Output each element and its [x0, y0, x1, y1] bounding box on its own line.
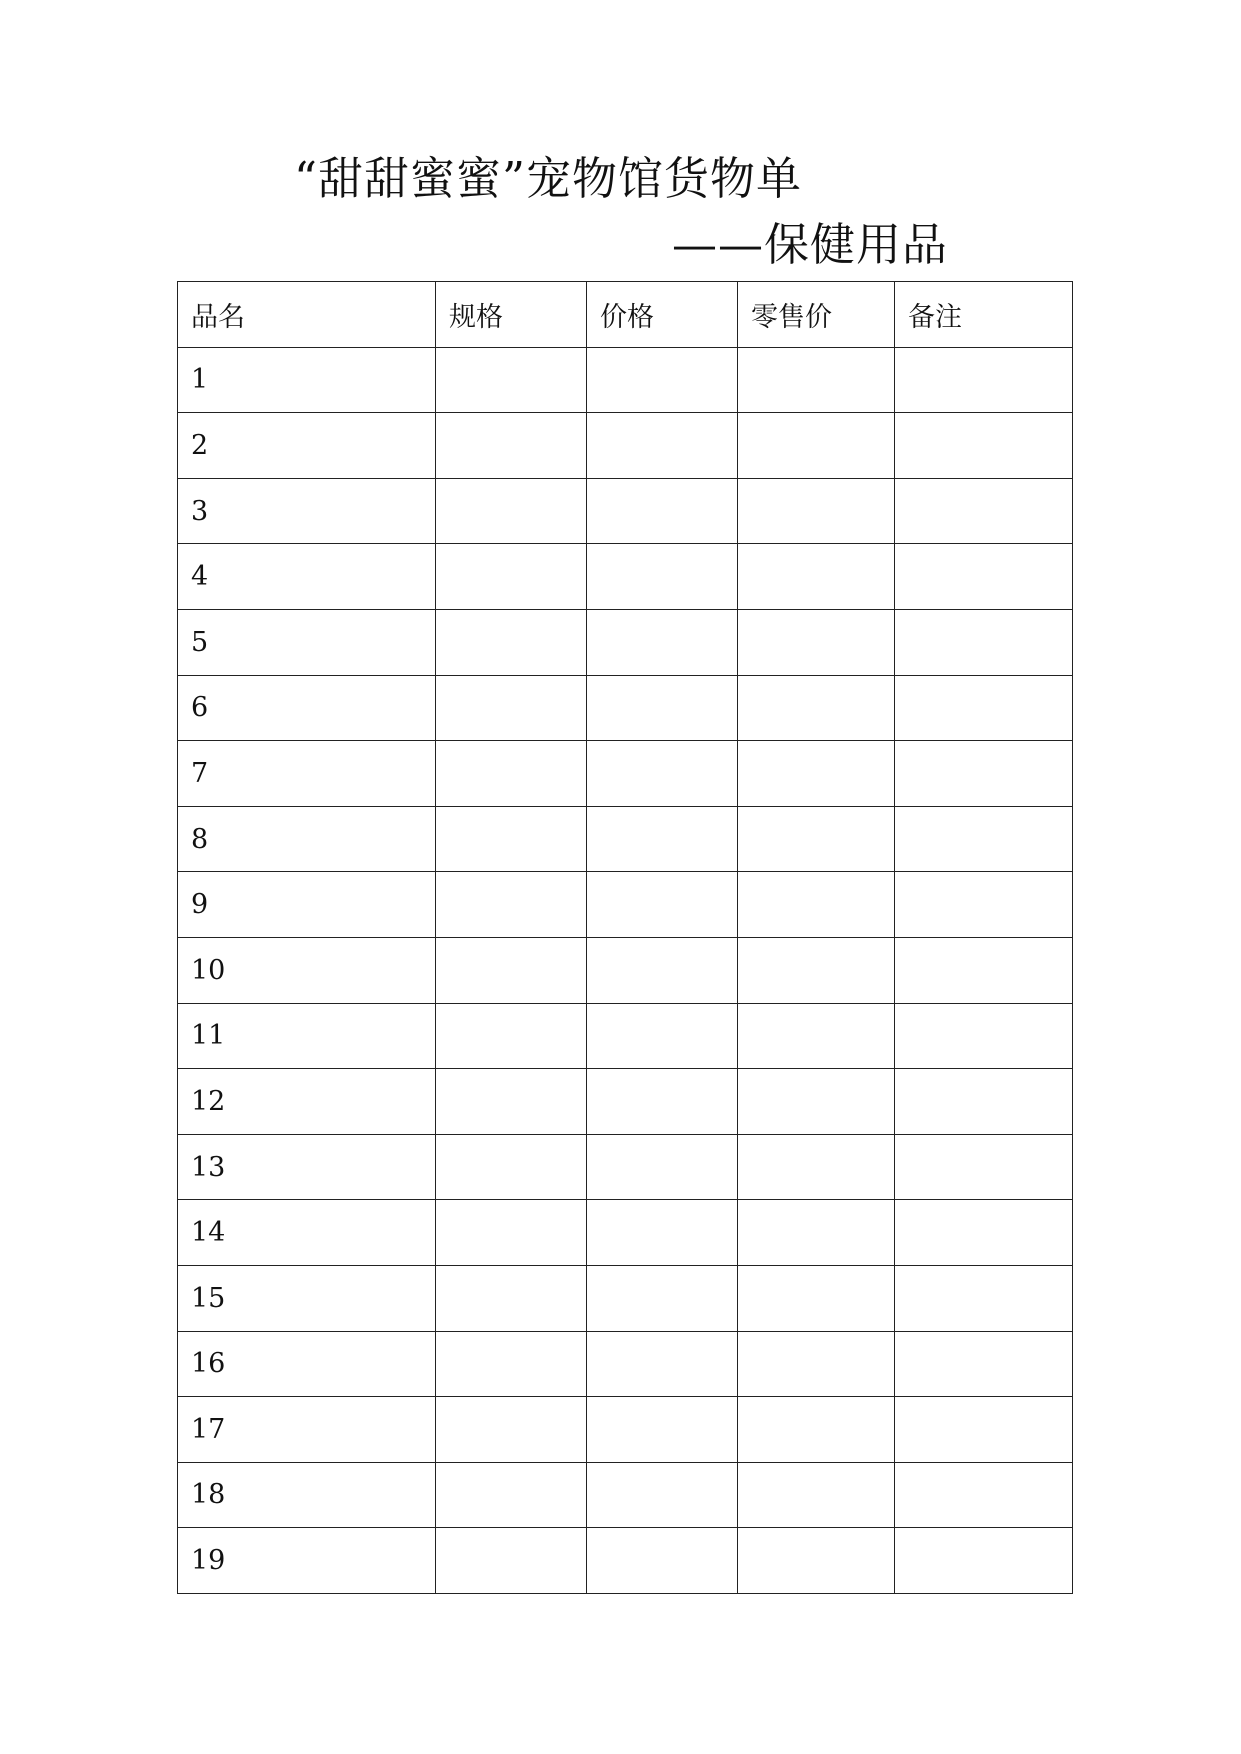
retail-price-cell[interactable]	[738, 1397, 895, 1463]
table-row	[178, 806, 1073, 872]
remarks-cell[interactable]	[895, 413, 1073, 479]
retail-price-cell[interactable]	[738, 1200, 895, 1266]
header-remarks: 备注	[895, 282, 1073, 348]
table-row	[178, 609, 1073, 675]
header-price: 价格	[587, 282, 738, 348]
retail-price-cell[interactable]	[738, 806, 895, 872]
row-number-cell: 6	[178, 675, 436, 741]
row-number-cell: 15	[178, 1265, 436, 1331]
price-cell[interactable]	[587, 872, 738, 938]
table-header-row	[178, 282, 1073, 348]
retail-price-cell[interactable]	[738, 1069, 895, 1135]
table-row	[178, 937, 1073, 1003]
row-number-cell: 14	[178, 1200, 436, 1266]
table-row	[178, 872, 1073, 938]
row-number-cell: 12	[178, 1069, 436, 1135]
spec-cell[interactable]	[436, 1528, 587, 1594]
retail-price-cell[interactable]	[738, 872, 895, 938]
row-number-cell: 5	[178, 609, 436, 675]
remarks-cell[interactable]	[895, 347, 1073, 413]
retail-price-cell[interactable]	[738, 675, 895, 741]
row-number-cell: 13	[178, 1134, 436, 1200]
retail-price-cell[interactable]	[738, 1462, 895, 1528]
price-cell[interactable]	[587, 806, 738, 872]
header-product-name: 品名	[178, 282, 436, 348]
table-row	[178, 347, 1073, 413]
row-number-cell: 1	[178, 347, 436, 413]
remarks-cell[interactable]	[895, 675, 1073, 741]
row-number-cell: 9	[178, 872, 436, 938]
price-cell[interactable]	[587, 1134, 738, 1200]
remarks-cell[interactable]	[895, 1200, 1073, 1266]
table-row	[178, 544, 1073, 610]
price-cell[interactable]	[587, 1003, 738, 1069]
remarks-cell[interactable]	[895, 1003, 1073, 1069]
table-row	[178, 1069, 1073, 1135]
price-cell[interactable]	[587, 937, 738, 1003]
spec-cell[interactable]	[436, 1265, 587, 1331]
table-row	[178, 1134, 1073, 1200]
retail-price-cell[interactable]	[738, 1265, 895, 1331]
spec-cell[interactable]	[436, 872, 587, 938]
table-row	[178, 1397, 1073, 1463]
table-row	[178, 478, 1073, 544]
table-row	[178, 1462, 1073, 1528]
row-number-cell: 8	[178, 806, 436, 872]
remarks-cell[interactable]	[895, 478, 1073, 544]
retail-price-cell[interactable]	[738, 1528, 895, 1594]
spec-cell[interactable]	[436, 413, 587, 479]
retail-price-cell[interactable]	[738, 544, 895, 610]
table-row	[178, 741, 1073, 807]
document-title: “甜甜蜜蜜”宠物馆货物单	[294, 152, 803, 205]
price-cell[interactable]	[587, 544, 738, 610]
remarks-cell[interactable]	[895, 1462, 1073, 1528]
remarks-cell[interactable]	[895, 544, 1073, 610]
price-cell[interactable]	[587, 675, 738, 741]
price-cell[interactable]	[587, 413, 738, 479]
price-cell[interactable]	[587, 1397, 738, 1463]
retail-price-cell[interactable]	[738, 478, 895, 544]
retail-price-cell[interactable]	[738, 1331, 895, 1397]
remarks-cell[interactable]	[895, 741, 1073, 807]
remarks-cell[interactable]	[895, 1069, 1073, 1135]
price-cell[interactable]	[587, 1462, 738, 1528]
spec-cell[interactable]	[436, 1134, 587, 1200]
spec-cell[interactable]	[436, 1200, 587, 1266]
price-cell[interactable]	[587, 1069, 738, 1135]
remarks-cell[interactable]	[895, 1265, 1073, 1331]
retail-price-cell[interactable]	[738, 609, 895, 675]
remarks-cell[interactable]	[895, 1397, 1073, 1463]
retail-price-cell[interactable]	[738, 1134, 895, 1200]
row-number-cell: 10	[178, 937, 436, 1003]
spec-cell[interactable]	[436, 741, 587, 807]
spec-cell[interactable]	[436, 1331, 587, 1397]
remarks-cell[interactable]	[895, 1331, 1073, 1397]
table-row	[178, 1528, 1073, 1594]
retail-price-cell[interactable]	[738, 937, 895, 1003]
table-row	[178, 1003, 1073, 1069]
row-number-cell: 18	[178, 1462, 436, 1528]
row-number-cell: 4	[178, 544, 436, 610]
price-cell[interactable]	[587, 1200, 738, 1266]
retail-price-cell[interactable]	[738, 413, 895, 479]
spec-cell[interactable]	[436, 1462, 587, 1528]
spec-cell[interactable]	[436, 544, 587, 610]
price-cell[interactable]	[587, 347, 738, 413]
header-spec: 规格	[436, 282, 587, 348]
spec-cell[interactable]	[436, 609, 587, 675]
retail-price-cell[interactable]	[738, 347, 895, 413]
price-cell[interactable]	[587, 478, 738, 544]
row-number-cell: 2	[178, 413, 436, 479]
retail-price-cell[interactable]	[738, 741, 895, 807]
price-cell[interactable]	[587, 1265, 738, 1331]
remarks-cell[interactable]	[895, 609, 1073, 675]
table-row	[178, 1265, 1073, 1331]
spec-cell[interactable]	[436, 937, 587, 1003]
row-number-cell: 3	[178, 478, 436, 544]
remarks-cell[interactable]	[895, 1134, 1073, 1200]
spec-cell[interactable]	[436, 347, 587, 413]
remarks-cell[interactable]	[895, 1528, 1073, 1594]
table-row	[178, 1200, 1073, 1266]
row-number-cell: 19	[178, 1528, 436, 1594]
price-cell[interactable]	[587, 741, 738, 807]
retail-price-cell[interactable]	[738, 1003, 895, 1069]
row-number-cell: 11	[178, 1003, 436, 1069]
header-retail-price: 零售价	[738, 282, 895, 348]
table-row	[178, 1331, 1073, 1397]
price-cell[interactable]	[587, 1528, 738, 1594]
price-cell[interactable]	[587, 1331, 738, 1397]
row-number-cell: 17	[178, 1397, 436, 1463]
spec-cell[interactable]	[436, 806, 587, 872]
price-cell[interactable]	[587, 609, 738, 675]
spec-cell[interactable]	[436, 478, 587, 544]
remarks-cell[interactable]	[895, 806, 1073, 872]
spec-cell[interactable]	[436, 1003, 587, 1069]
remarks-cell[interactable]	[895, 872, 1073, 938]
remarks-cell[interactable]	[895, 937, 1073, 1003]
spec-cell[interactable]	[436, 675, 587, 741]
goods-table	[177, 281, 1073, 1594]
table-row	[178, 675, 1073, 741]
row-number-cell: 16	[178, 1331, 436, 1397]
document-subtitle: ——保健用品	[672, 218, 949, 271]
spec-cell[interactable]	[436, 1397, 587, 1463]
table-row	[178, 413, 1073, 479]
spec-cell[interactable]	[436, 1069, 587, 1135]
row-number-cell: 7	[178, 741, 436, 807]
